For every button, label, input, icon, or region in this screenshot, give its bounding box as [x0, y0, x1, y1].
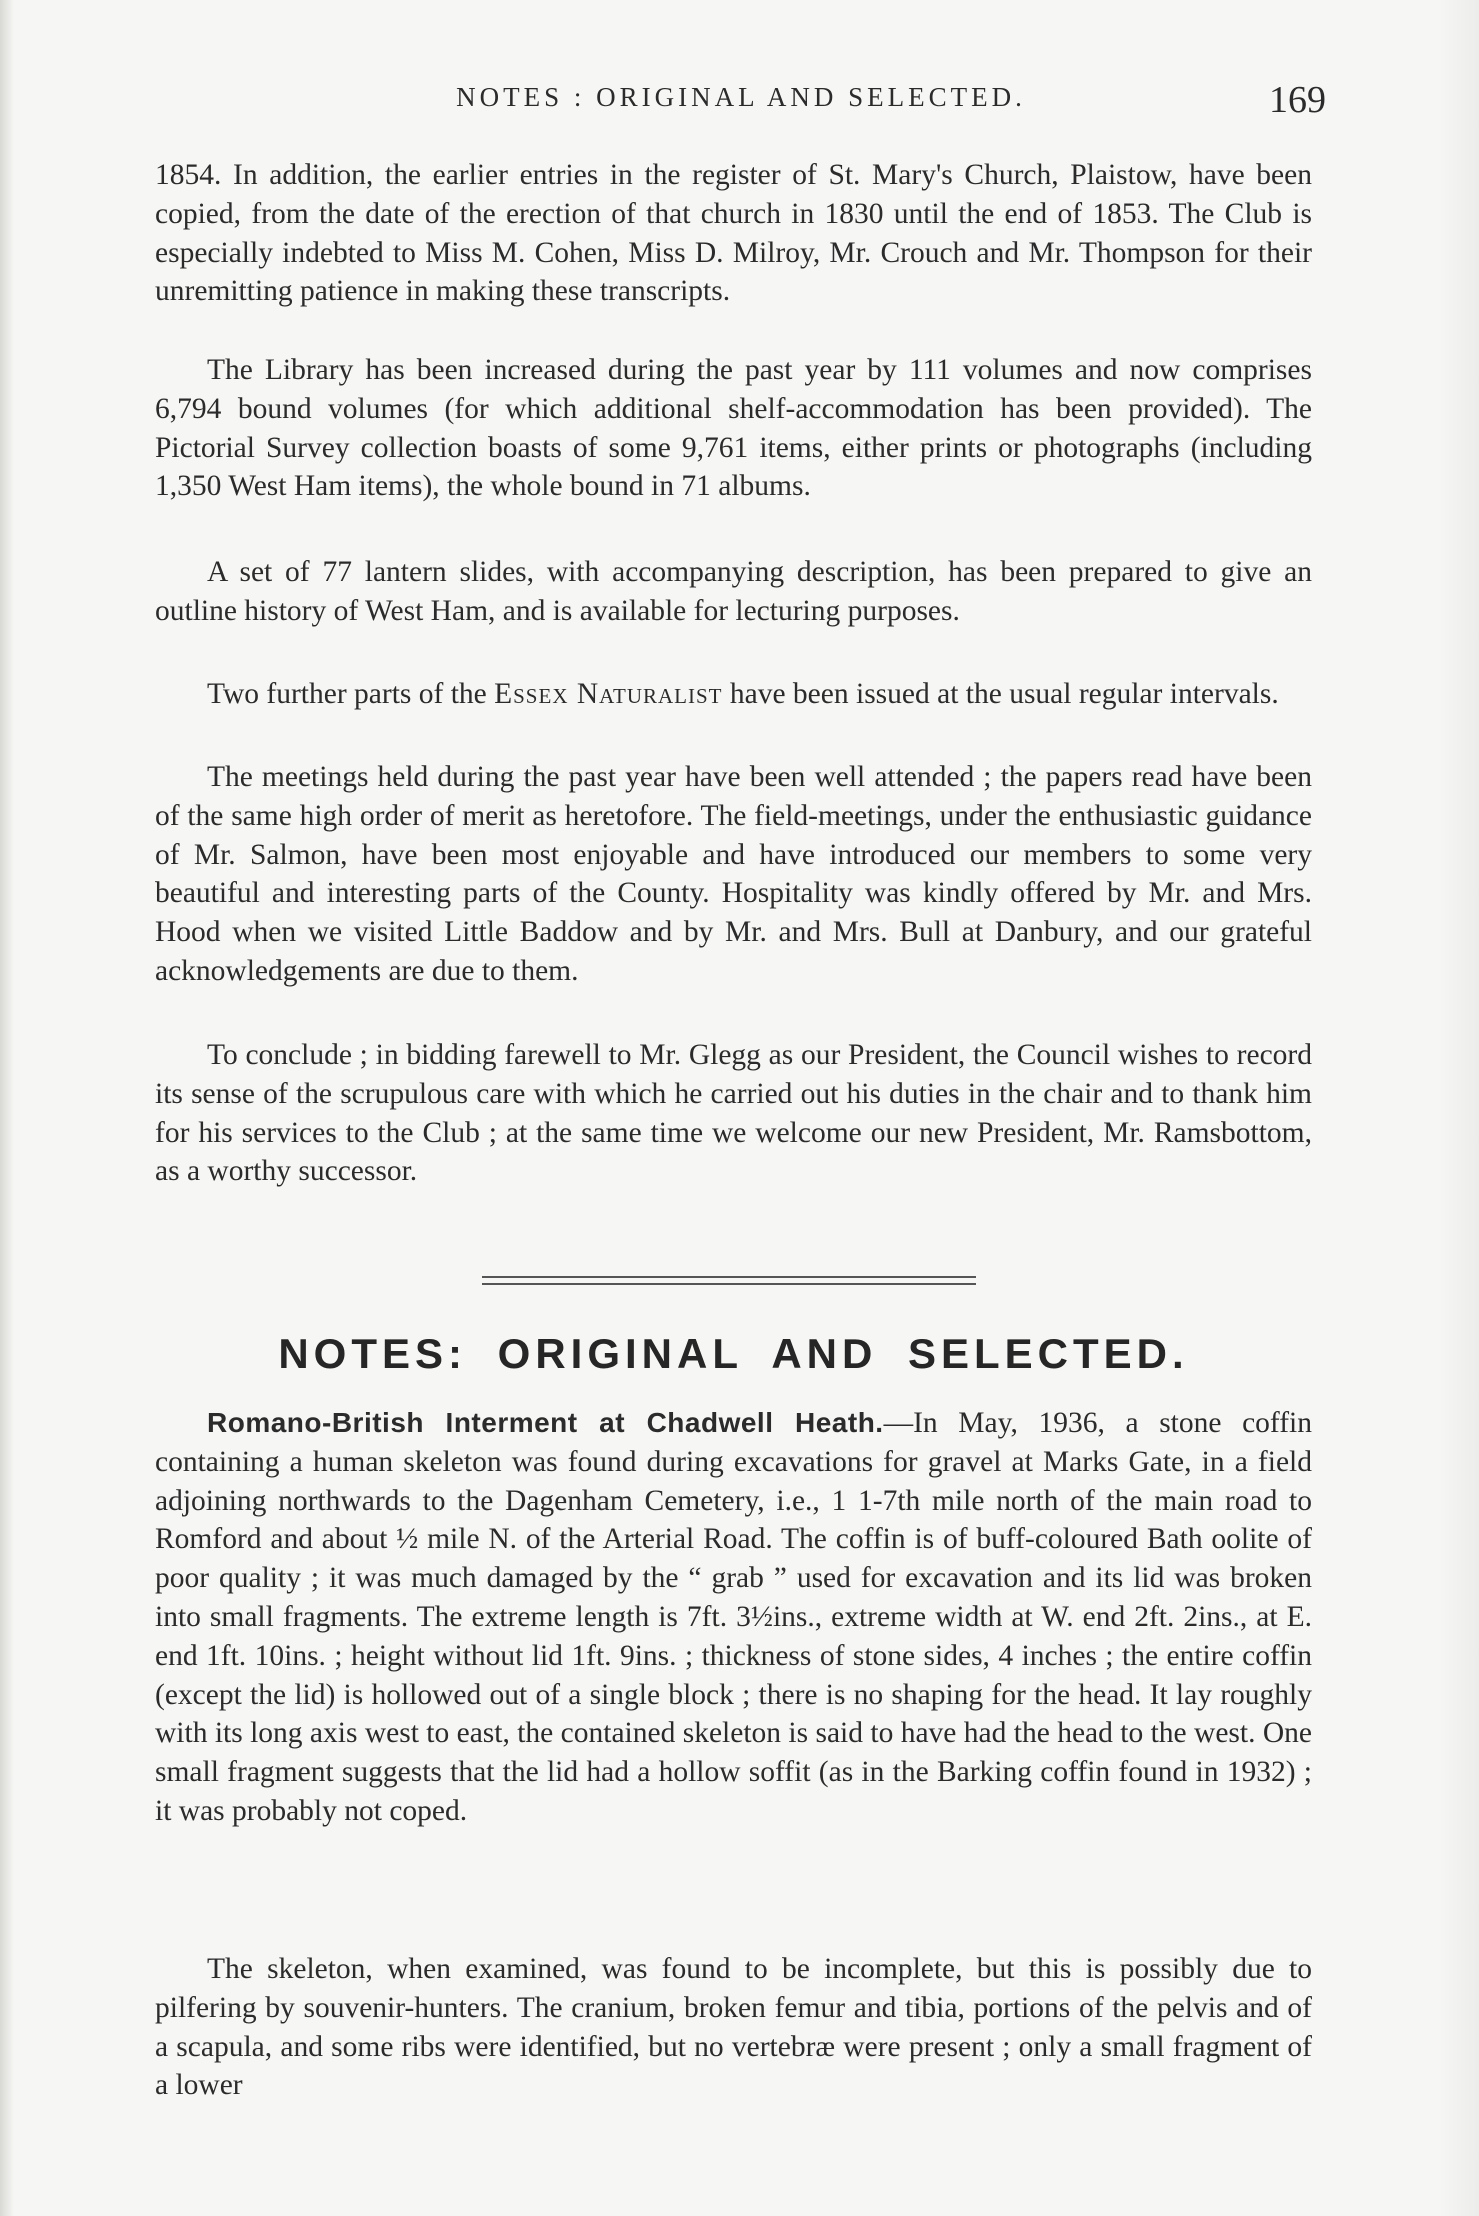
paragraph-text-before: Two further parts of the [207, 678, 495, 710]
section-heading: NOTES: ORIGINAL AND SELECTED. [278, 1330, 1189, 1377]
paragraph-library: The Library has been increased during the past year by 111 volumes and now comprises 6,794 bound volumes (for which additional shelf-accommodation has been provided). The Pictorial Survey collection boasts of some 9,761 items, either prints or photographs (including 1,350 West Ham items), the whole bound in 71 albums. [155, 354, 1312, 503]
paragraph-transcripts: 1854. In addition, the earlier entries in the register of St. Mary's Church, Plaistow, have been copied, from the date of the erection of that church in 1830 until the end of 1853. The Club is especially indebted to Miss M. Cohen, Miss D. Milroy, Mr. Crouch and Mr. Thompson for their unremitting patience in making these transcripts. [155, 159, 1312, 308]
page-edge-shadow [0, 0, 14, 2216]
paragraph-essex-naturalist [155, 675, 1312, 714]
running-head [156, 78, 1326, 126]
article-title: Romano-British Interment at Chadwell Heath. [207, 1407, 884, 1438]
article-paragraph-2: The skeleton, when examined, was found to be incomplete, but this is possibly due to pilfering by souvenir-hunters. The cranium, broken femur and tibia, portions of the pelvis and of a scapula, and some ribs were identified, but no vertebræ were present ; only a small fragment of a lower [155, 1953, 1312, 2102]
divider-rule-top [482, 1276, 976, 1278]
running-head-title: NOTES : ORIGINAL AND SELECTED. [456, 82, 1026, 112]
paragraph-text-after: have been issued at the usual regular intervals. [722, 678, 1279, 710]
article-text: —In May, 1936, a stone coffin containing a human skeleton was found during excavations for gravel at Marks Gate, in a field adjoining northwards to the Dagenham Cemetery, i.e., 1 1-7th mile north of the main road to Romford and about ½ mile N. of the Arterial Road. The coffin is of buff-coloured Bath oolite of poor quality ; it was much damaged by the “ grab ” used for excavation and its lid was broken into small fragments. The extreme length is 7ft. 3½ins., extreme width at W. end 2ft. 2ins., at E. end 1ft. 10ins. ; height without lid 1ft. 9ins. ; thickness of stone sides, 4 inches ; the entire coffin (except the lid) is hollowed out of a single block ; there is no shaping for the head. It lay roughly with its long axis west to east, the contained skeleton is said to have had the head to the west. One small fragment suggests that the lid had a hollow soffit (as in the Barking coffin found in 1932) ; it was probably not coped. [155, 1407, 1312, 1827]
paragraph-conclusion: To conclude ; in bidding farewell to Mr. Glegg as our President, the Council wishes to record its sense of the scrupulous care with which he carried out his duties in the chair and to thank him for his services to the Club ; at the same time we welcome our new President, Mr. Ramsbottom, as a worthy successor. [155, 1039, 1312, 1188]
paragraph-meetings: The meetings held during the past year have been well attended ; the papers read have been of the same high order of merit as heretofore. The field-meetings, under the enthusiastic guidance of Mr. Salmon, have been most enjoyable and have introduced our members to some very beautiful and interesting parts of the County. Hospitality was kindly offered by Mr. and Mrs. Hood when we visited Little Baddow and by Mr. and Mrs. Bull at Danbury, and our grateful acknowledgements are due to them. [155, 761, 1312, 987]
page-number: 169 [1269, 79, 1326, 121]
paragraph-lantern-slides: A set of 77 lantern slides, with accompanying description, has been prepared to give an outline history of West Ham, and is available for lecturing purposes. [155, 556, 1312, 627]
page-edge-light [1439, 0, 1479, 2216]
divider-rule-bottom [482, 1283, 976, 1285]
journal-title: Essex Naturalist [494, 678, 723, 710]
article-paragraph-1 [155, 1404, 1312, 1831]
